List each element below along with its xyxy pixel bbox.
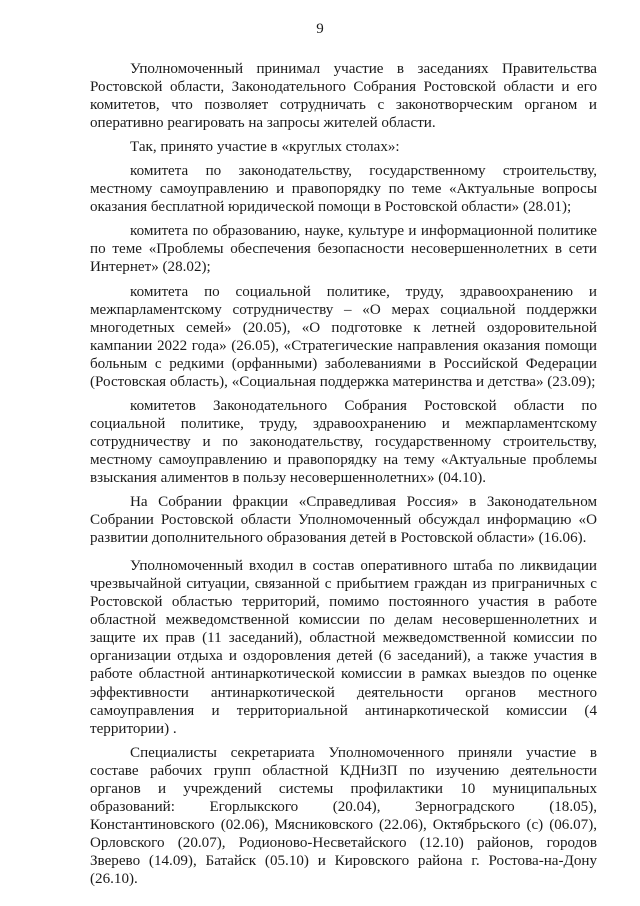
paragraph-working-groups: Специалисты секретариата Уполномоченного приняли участие в составе рабочих групп областной КДНиЗП по изучению деятельности органов и учреждений системы профилактики 10 муниципальных образований: Егорлыкского (20.04), Зерноградского (18.05), Константиновского (02.06), Мясниковского (22.06), Октябрьского (с) (06.07), Орловского (20.07), Родионово-Несветайского (12.10) районов, городов Зверево (14.09), Батайск (05.10) и Кировского района г. Ростова-на-Дону (26.10).	[90, 744, 597, 887]
paragraph-joint-committees: комитетов Законодательного Собрания Ростовской области по социальной политике, труду, здравоохранению и межпарламентскому сотрудничеству и по законодательству, государственному строительству, местному самоуправлению и правопорядку на тему «Актуальные проблемы взыскания алиментов в пользу несовершеннолетних» (04.10).	[90, 397, 597, 486]
document-body	[90, 60, 597, 894]
paragraph-operational-headquarters: Уполномоченный входил в состав оперативного штаба по ликвидации чрезвычайной ситуации, связанной с прибытием граждан из приграничных с Ростовской областью территорий, помимо постоянного участия в работе областной межведомственной комиссии по делам несовершеннолетних и защите их прав (11 заседаний), областной межведомственной комиссии по организации отдыха и оздоровления детей (6 заседаний), а также участия в работе областной антинаркотической комиссии в рамках выездов по оценке эффективности антинаркотической деятельности органов местного самоуправления и территориальной антинаркотической комиссии (4 территории) .	[90, 558, 597, 737]
paragraph-faction-meeting: На Собрании фракции «Справедливая Россия» в Законодательном Собрании Ростовской области Уполномоченный обсуждал информацию «О развитии дополнительного образования детей в Ростовской области» (16.06).	[90, 494, 597, 547]
paragraph-social-policy-committee: комитета по социальной политике, труду, здравоохранению и межпарламентскому сотрудничеству – «О мерах социальной поддержки многодетных семей» (20.05), «О подготовке к летней оздоровительной кампании 2022 года» (26.05), «Стратегические направления оказания помощи больным с редкими (орфанными) заболеваниями в Российской Федерации (Ростовская область), «Социальная поддержка материнства и детства» (23.09);	[90, 283, 597, 390]
paragraph-legislation-committee: комитета по законодательству, государственному строительству, местному самоуправлению и правопорядку по теме «Актуальные вопросы оказания бесплатной юридической помощи в Ростовской области» (28.01);	[90, 163, 597, 216]
page-number: 9	[316, 21, 324, 37]
paragraph-round-tables-intro: Так, принято участие в «круглых столах»:	[130, 139, 400, 156]
paragraph-participation: Уполномоченный принимал участие в заседаниях Правительства Ростовской области, Законодательного Собрания Ростовской области и его комитетов, что позволяет сотрудничать с законотворческим органом и оперативно реагировать на запросы жителей области.	[90, 61, 597, 132]
paragraph-education-committee: комитета по образованию, науке, культуре и информационной политике по теме «Проблемы обеспечения безопасности несовершеннолетних в сети Интернет» (28.02);	[90, 223, 597, 276]
